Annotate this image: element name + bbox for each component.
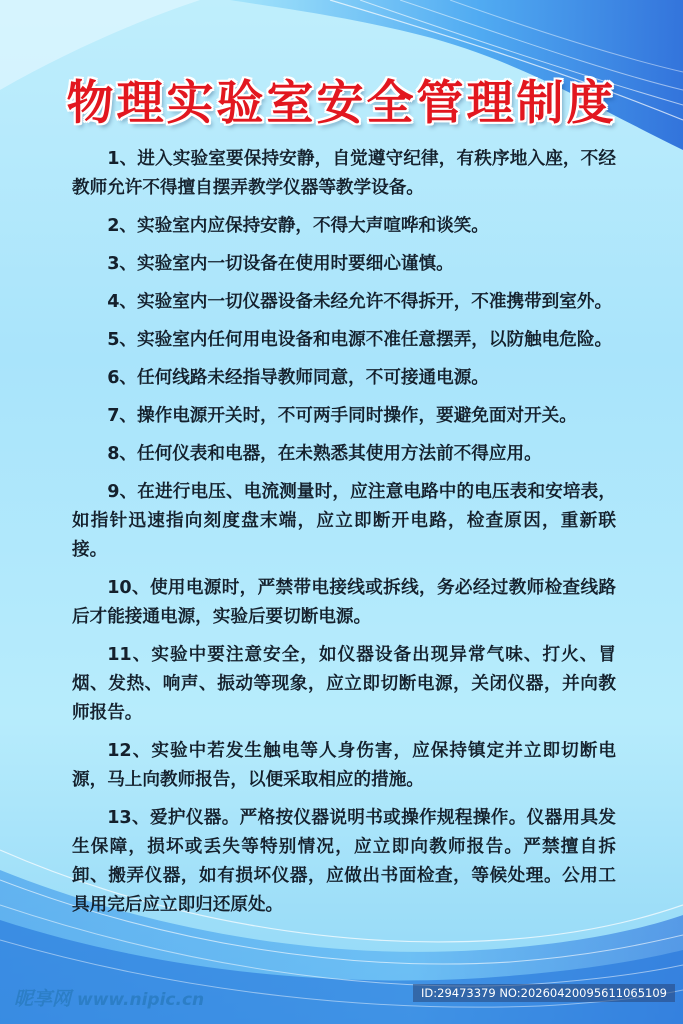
rule-item: 2、实验室内应保持安静，不得大声喧哗和谈笑。 (107, 216, 489, 236)
rule-item: 4、实验室内一切仪器设备未经允许不得拆开，不准携带到室外。 (107, 292, 613, 312)
rule-item: 7、操作电源开关时，不可两手同时操作，要避免面对开关。 (107, 406, 577, 426)
rule-item: 8、任何仪表和电器，在未熟悉其使用方法前不得应用。 (107, 444, 542, 464)
rule-item: 11、实验中要注意安全，如仪器设备出现异常气味、打火、冒烟、发热、响声、振动等现象，应立即切断电源，关闭仪器，并向教师报告。 (72, 645, 616, 723)
watermark-url: www.nipic.cn (77, 990, 205, 1010)
rule-item: 12、实验中若发生触电等人身伤害，应保持镇定并立即切断电源，马上向教师报告，以便采取相应的措施。 (72, 741, 616, 790)
watermark-logo-text: 昵享网 (14, 988, 72, 1010)
rule-item: 13、爱护仪器。严格按仪器说明书或操作规程操作。仪器用具发生保障，损坏或丢失等特别情况，应立即向教师报告。严禁擅自拆卸、搬弄仪器，如有损坏仪器，应做出书面检查，等候处理。公用工具用完后应立即归还原处。 (72, 808, 616, 915)
rule-item: 9、在进行电压、电流测量时，应注意电路中的电压表和安培表，如指针迅速指向刻度盘末端，应立即断开电路，检查原因，重新联接。 (72, 482, 616, 560)
rule-item: 1、进入实验室要保持安静，自觉遵守纪律，有秩序地入座，不经教师允许不得擅自摆弄教学仪器等教学设备。 (72, 149, 616, 198)
watermark-id: ID:29473379 NO:20260420095611065109 (413, 984, 675, 1002)
rule-item: 3、实验室内一切设备在使用时要细心谨慎。 (107, 254, 454, 274)
rules-list (72, 145, 616, 929)
page-title: 物理实验室安全管理制度 (66, 76, 617, 131)
rule-item: 6、任何线路未经指导教师同意，不可接通电源。 (107, 368, 489, 388)
rule-item: 5、实验室内任何用电设备和电源不准任意摆弄，以防触电危险。 (107, 330, 613, 350)
watermark-logo (14, 984, 204, 1011)
rule-item: 10、使用电源时，严禁带电接线或拆线，务必经过教师检查线路后才能接通电源，实验后要切断电源。 (72, 578, 616, 627)
